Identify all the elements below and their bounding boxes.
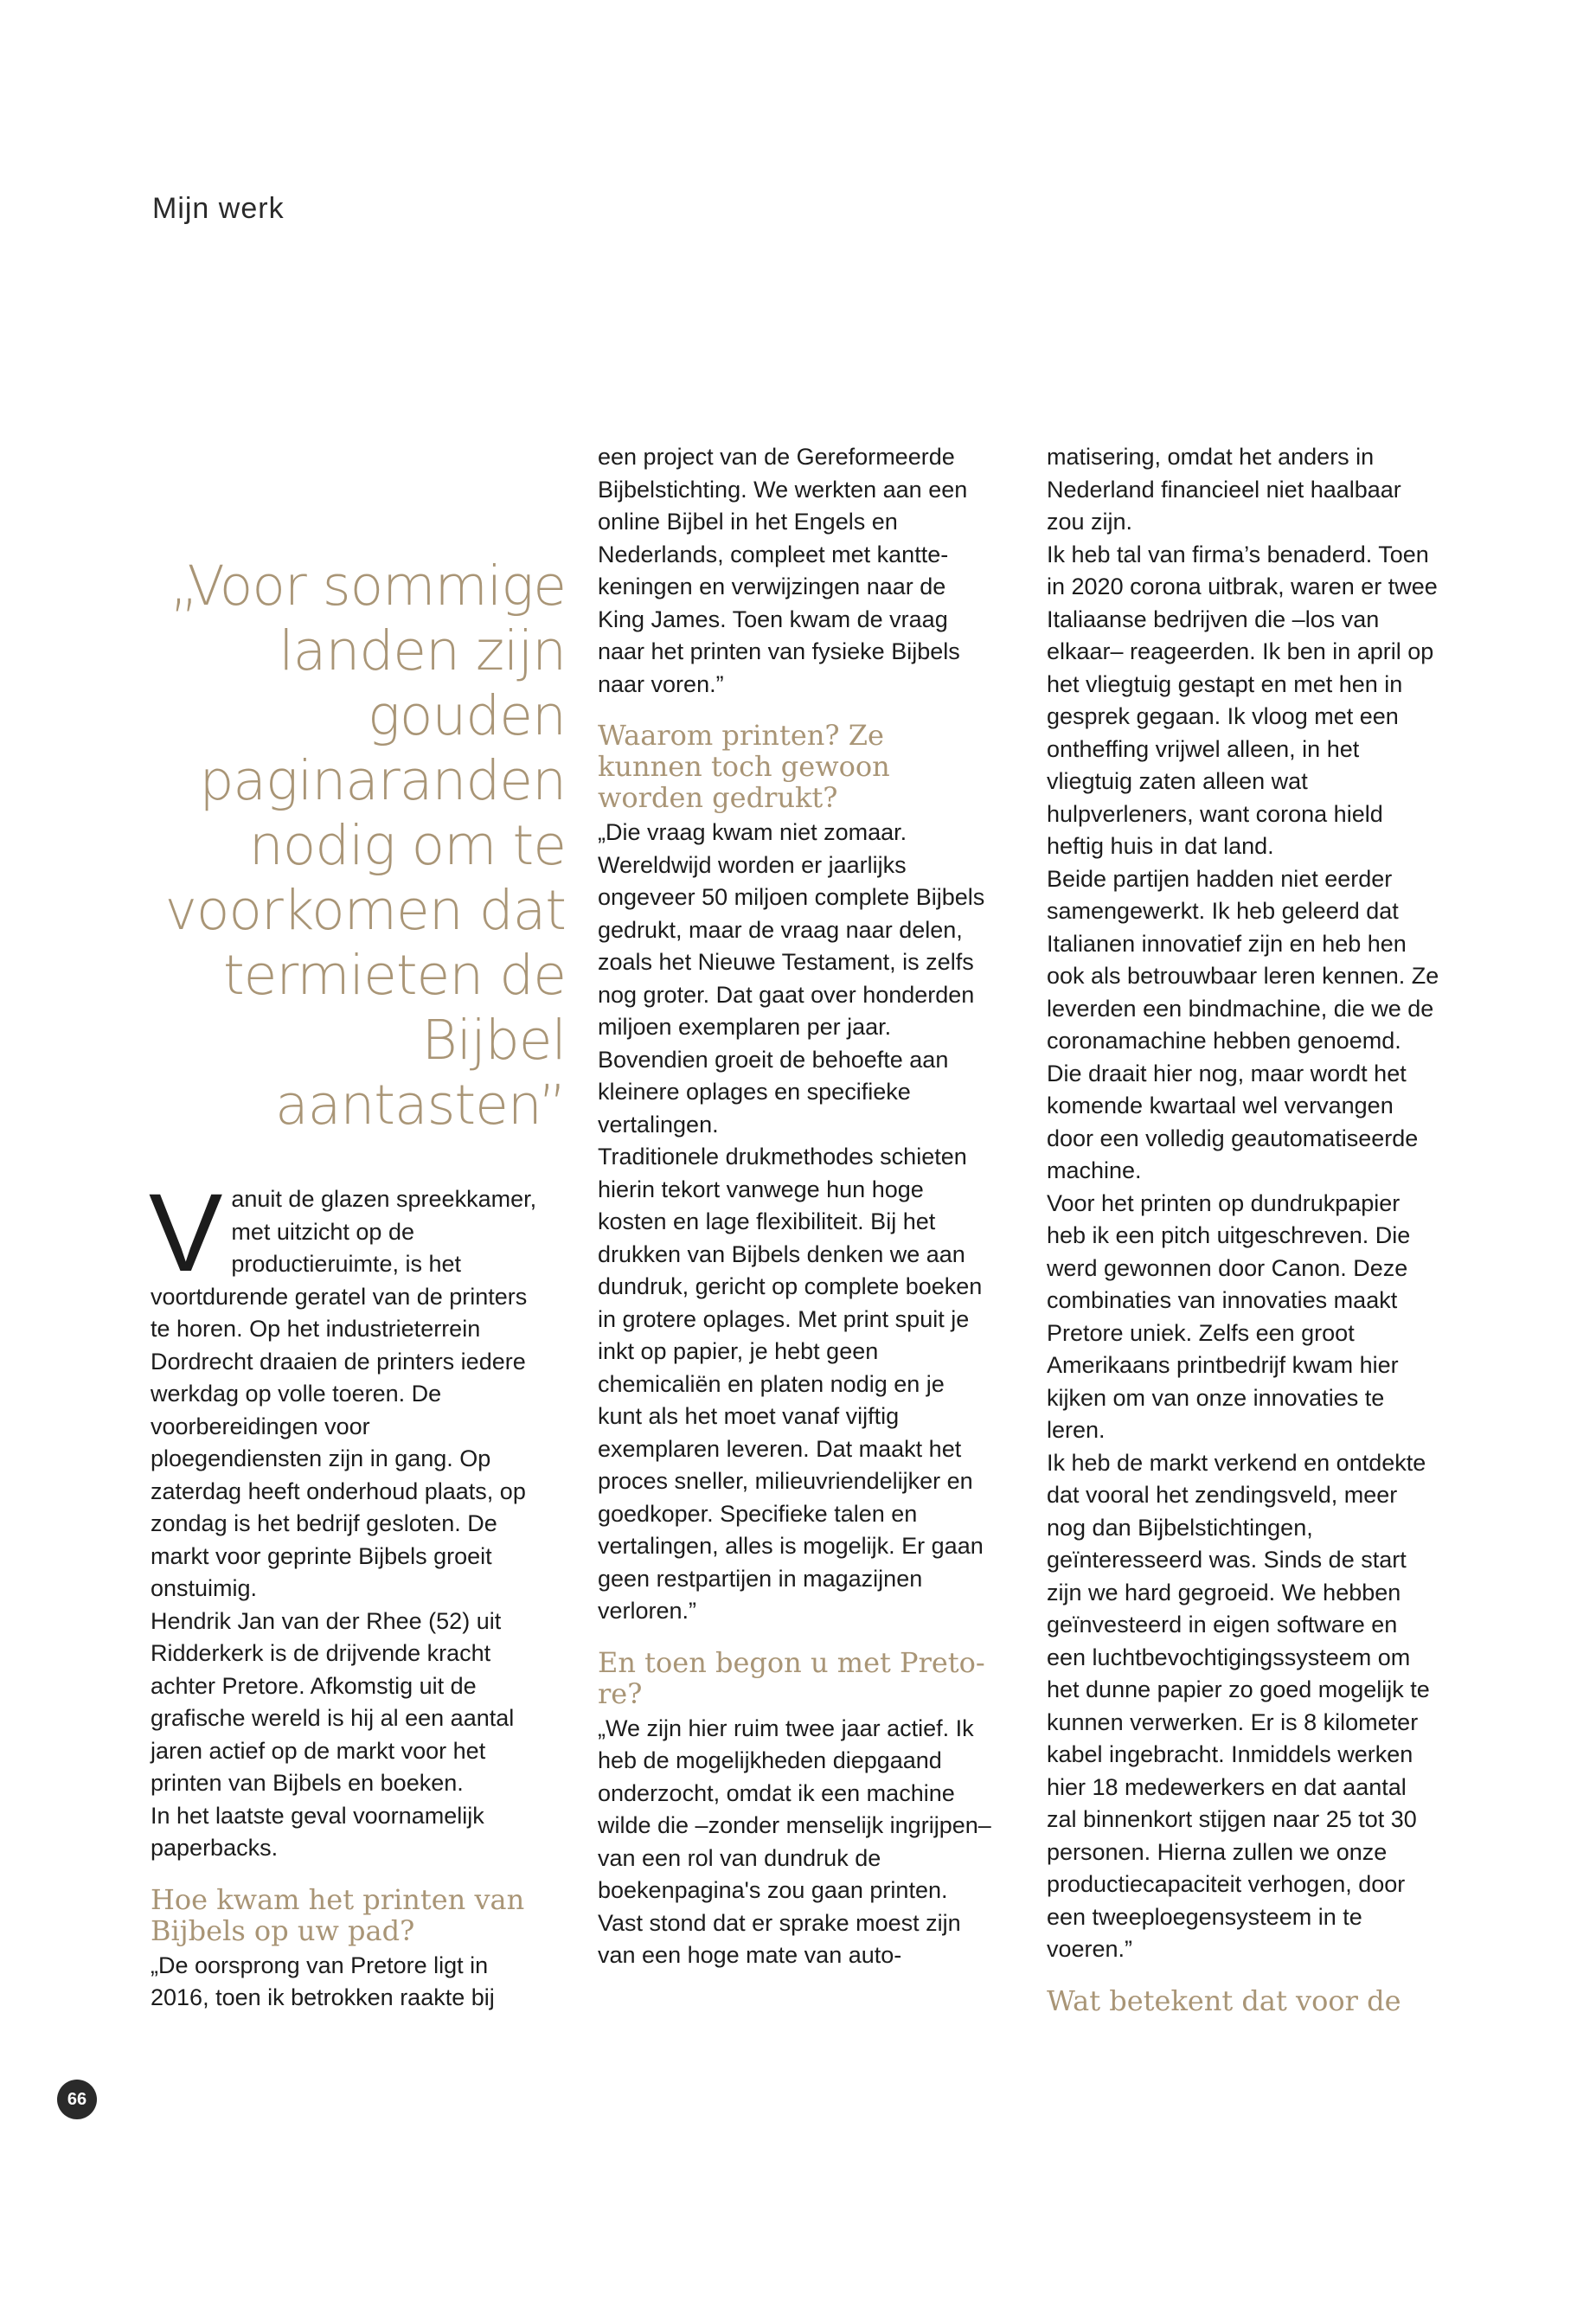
body-paragraph: Traditionele drukmethodes schieten hierin tekort vanwege hun hoge kosten en lage flexibiliteit. Bij het drukken van Bijbels denken we aan dundruk, gericht op complete boeken in grotere oplages. Met print spuit je inkt op papier, je hebt geen chemicaliën en platen nodig en je kunt als het moet vanaf vijftig exemplaren leveren. Dat maakt het proces sneller, milieuvriendelijker en goedkoper. Specifieke talen en vertalingen, alles is mogelijk. Er gaan geen restpartijen in magazijnen verloren.” <box>598 1144 984 1624</box>
body-paragraph: „We zijn hier ruim twee jaar actief. Ik heb de mogelijkheden diepgaand onderzocht, omdat ik een machine wilde die –zonder menselijk ingrijpen– van een rol van dundruk de boekenpagina's zou gaan printen. <box>598 1715 991 1903</box>
interview-question: Wat betekent dat voor de <box>1047 1984 1401 2017</box>
body-paragraph: Vast stond dat er sprake moest zijn van een hoge mate van auto- <box>598 1909 961 1968</box>
body-paragraph: Hendrik Jan van der Rhee (52) uit Ridderkerk is de drijvende kracht achter Pretore. Afkomstig uit de grafische wereld is hij al een aantal jaren actief op de markt voor het printen van Bijbels en boeken. <box>151 1607 515 1796</box>
body-paragraph: Beide partijen hadden niet eerder samengewerkt. Ik heb geleerd dat Italianen innovatief zijn en heb hen ook als betrouwbaar leren kennen. Ze leverden een bindmachine, die we de coronamachine hebben genoemd. Die draait hier nog, maar wordt het komende kwartaal wel vervangen door een volledig geautomatiseerde machine. <box>1047 865 1439 1183</box>
interview-question: Hoe kwam het printen van Bijbels op uw pad? <box>151 1882 525 1947</box>
body-paragraph: In het laatste geval voornamelijk paperbacks. <box>151 1802 484 1861</box>
body-paragraph: matisering, omdat het anders in Nederland financieel niet haalbaar zou zijn. <box>1047 444 1401 535</box>
page-number: 66 <box>57 2080 97 2119</box>
body-paragraph: Ik heb tal van firma’s benaderd. Toen in 2020 corona uitbrak, waren er twee Italiaanse bedrijven die –los van elkaar– reageerden. Ik ben in april op het vliegtuig gestapt en met hen in gesprek gegaan. Ik vloog met een ontheffing vrijwel alleen, in het vliegtuig zaten alleen wat hulpverleners, want corona hield heftig huis in dat land. <box>1047 541 1438 859</box>
intro-paragraph <box>149 1171 545 1606</box>
drop-cap: V <box>149 1171 223 1295</box>
section-label: Mijn werk <box>152 192 285 225</box>
body-paragraph: „Die vraag kwam niet zomaar. Wereldwijd worden er jaarlijks ongeveer 50 miljoen complete Bijbels gedrukt, maar de vraag naar delen, zoals het Nieuwe Testament, is zelfs nog groter. Dat gaat over honderden miljoen exemplaren per jaar. Bovendien groeit de behoefte aan kleinere oplages en specifieke vertalingen. <box>598 819 985 1138</box>
body-paragraph: „De oorsprong van Pretore ligt in 2016, toen ik betrokken raakte bij <box>151 1952 495 2010</box>
pull-quote: „Voor sommige landen zijn gouden paginaranden nodig om te voorkomen dat termieten de Bijbel aantasten” <box>164 554 566 1137</box>
article-column-3 <box>1047 441 1441 2020</box>
body-paragraph: Ik heb de markt verkend en ontdekte dat vooral het zendingsveld, meer nog dan Bijbelstichtingen, geïnteresseerd was. Sinds de start zijn we hard gegroeid. We hebben geïnvesteerd in eigen software en een luchtbevochtigingssysteem om het dunne papier zo goed mogelijk te kunnen verwerken. Er is 8 kilometer kabel ingebracht. Inmiddels werken hier 18 medewerkers en dat aantal zal binnenkort stijgen naar 25 tot 30 personen. Hierna zullen we onze productiecapaciteit verhogen, door een tweeploegensysteem in te voeren.” <box>1047 1449 1430 1962</box>
body-paragraph: Voor het printen op dundrukpapier heb ik een pitch uitgeschreven. Die werd gewonnen door Canon. Deze combinaties van innovaties maakt Pretore uniek. Zelfs een groot Amerikaans printbedrijf kwam hier kijken om van onze innovaties te leren. <box>1047 1189 1411 1443</box>
article-column-2 <box>598 441 992 1972</box>
body-paragraph: een project van de Gereformeerde Bijbelstichting. We werkten aan een online Bijbel in het Engels en Nederlands, compleet met kanttekeningen en verwijzingen naar de King James. Toen kwam de vraag naar het printen van fysieke Bijbels naar voren.” <box>598 444 968 697</box>
article-column-1 <box>149 1171 545 2015</box>
interview-question: Waarom printen? Ze kunnen toch gewoon worden gedrukt? <box>598 719 890 814</box>
interview-question: En toen begon u met Pretore? <box>598 1645 985 1710</box>
intro-text: anuit de glazen spreekkamer, met uitzicht op de productieruimte, is het voortdurende geratel van de printers te horen. Op het industrieterrein Dordrecht draaien de printers iedere werkdag op volle toeren. De voorbereidingen voor ploegendiensten zijn in gang. Op zaterdag heeft onderhoud plaats, op zondag is het bedrijf gesloten. De markt voor geprinte Bijbels groeit onstuimig. <box>151 1186 537 1601</box>
